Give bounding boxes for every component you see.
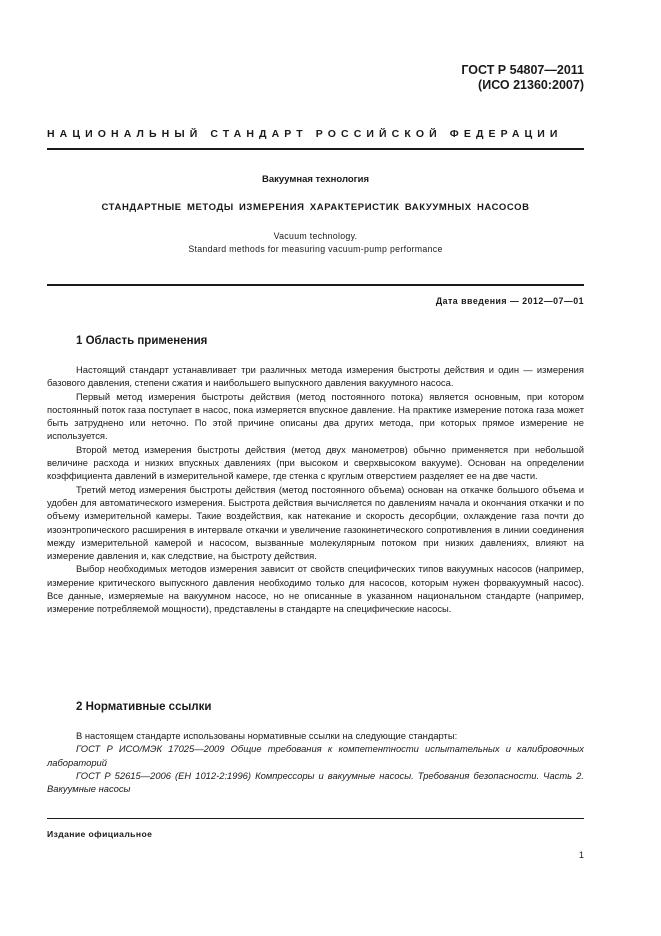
english-title-line: Standard methods for measuring vacuum-pump performance [188,244,443,254]
standard-number-gost: ГОСТ Р 54807—2011 [461,63,584,77]
document-title-english [47,230,584,256]
paragraph: В настоящем стандарте использованы нормативные ссылки на следующие стандарты: [76,730,458,741]
footer-rule [47,818,584,819]
header-rule [47,148,584,150]
paragraph: Настоящий стандарт устанавливает три различных метода измерения быстроты действия и один — измерения базового давления, степени сжатия и наибольшего выпускного давления вакуумного насоса. [47,364,584,389]
paragraph: Второй метод измерения быстроты действия (метод двух манометров) обычно применяется при небольшой величине расхода и низких впускных давлениях (при высоком и сверхвысоком вакууме). Основан на определении коэффициента давлений в измерительной камере, где стенка с круглым отверстием разделяет ее на две части. [47,443,584,482]
official-edition-label: Издание официальное [47,829,153,839]
section-scope-body [47,363,584,616]
national-standard-banner: НАЦИОНАЛЬНЫЙ СТАНДАРТ РОССИЙСКОЙ ФЕДЕРАЦИИ [47,128,563,140]
standard-number [461,63,584,93]
english-title-line: Vacuum technology. [273,231,358,241]
reference-item: ГОСТ Р ИСО/МЭК 17025—2009 Общие требования к компетентности испытательных и калибровочных лабораторий [47,743,584,768]
standard-number-iso: (ИСО 21360:2007) [478,78,584,92]
section-references-body [47,729,584,795]
paragraph: Первый метод измерения быстроты действия (метод постоянного потока) является основным, при котором постоянный поток газа поступает в насос, пока измеряется впускное давление. На практике измерение потока газа может быть затруднено или неточно. По этой причине описаны два других метода, при которых прямое измерение не используется. [47,390,584,442]
document-title: СТАНДАРТНЫЕ МЕТОДЫ ИЗМЕРЕНИЯ ХАРАКТЕРИСТИК ВАКУУМНЫХ НАСОСОВ [101,202,530,213]
title-rule [47,284,584,286]
document-topic: Вакуумная технология [261,174,370,185]
document-page [47,0,584,936]
paragraph: Выбор необходимых методов измерения зависит от свойств специфических типов вакуумных насосов (например, измерение критического выпускного давления необходимо только для насосов, которым нужен форвакуумный насос). Все данные, измеряемые на вакуумном насосе, но не описанные в указанном национальном стандарте (например, измерение потребляемой мощности), представлены в стандарте на специфические насосы. [47,563,584,615]
reference-item: ГОСТ Р 52615—2006 (ЕН 1012-2:1996) Компрессоры и вакуумные насосы. Требования безопасности. Часть 2. Вакуумные насосы [47,769,584,795]
paragraph: Третий метод измерения быстроты действия (метод постоянного объема) основан на откачке большого объема и удобен для автоматического измерения. Быстрота действия вычисляется по давлениям начала и окончания откачки и по объему измерительной камеры. Такие воздействия, как натекание и скорость десорбции, охлаждение газа почти до изоэнтропического расширения в интервале откачки и увеличение газокинетического сопротивления в линии соединения между измерительной камерой и насосом, вызванные молекулярным потоком при низких давлениях, влияют на измерение давления и, как следствие, на быстроту действия. [47,483,584,562]
page-number: 1 [578,850,584,860]
section-heading-normative-references: 2 Нормативные ссылки [76,701,212,713]
section-heading-scope: 1 Область применения [76,335,208,347]
introduction-date: Дата введения — 2012—07—01 [435,296,584,306]
